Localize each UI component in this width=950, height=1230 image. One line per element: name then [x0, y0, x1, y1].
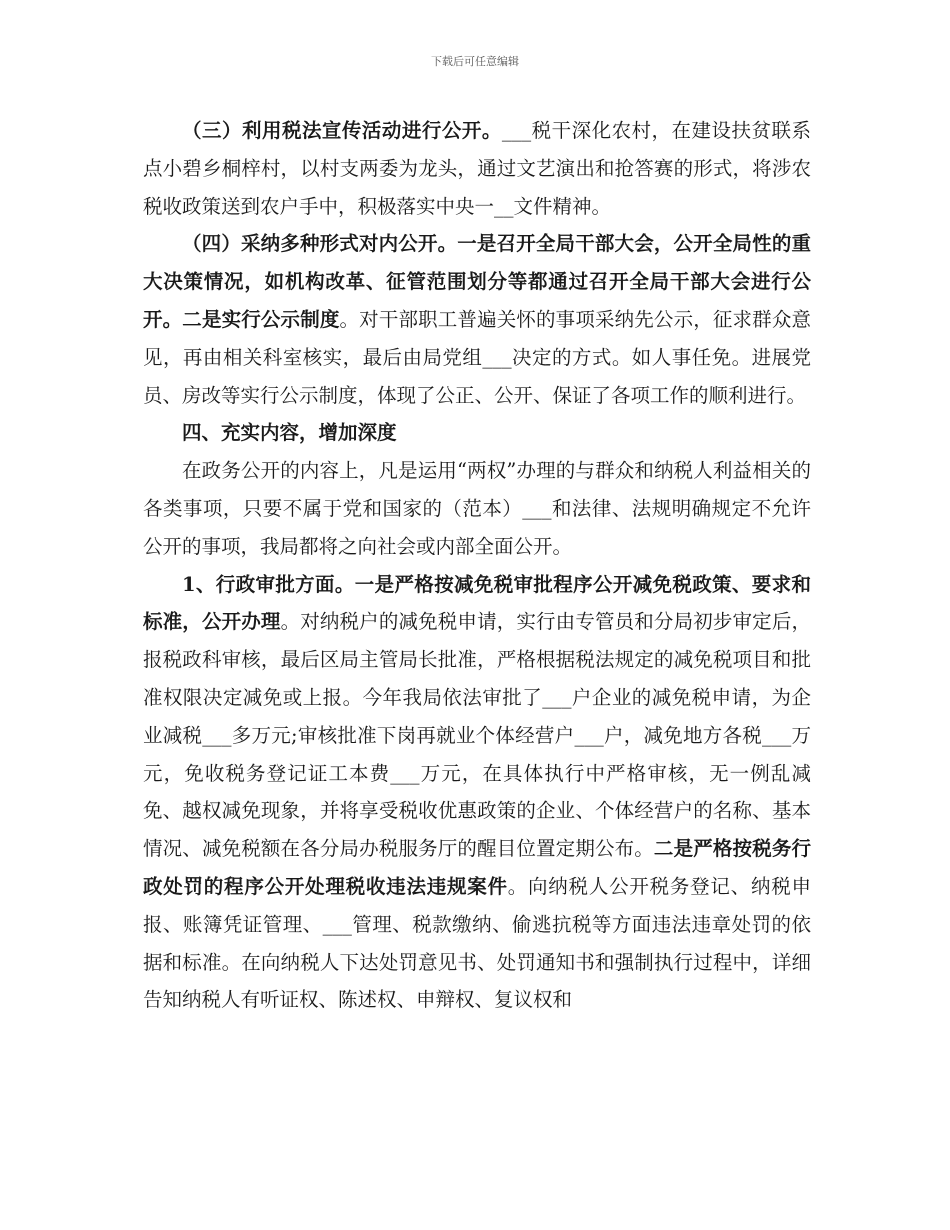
bold-text-segment: 二是严格按税务行政处罚的程序公开处理税收违法违规案件 [143, 837, 811, 898]
text-segment: 。向纳税人公开税务登记、纳税申报、账簿凭证管理、___管理、税款缴纳、偷逃抗税等方面违法违章处罚的依据和标准。在向纳税人下达处罚意见书、处罚通知书和强制执行过程中，详细告知纳税人有听证权、陈述权、申辩权、复议权和 [143, 874, 811, 1012]
bold-text-segment: （四）采纳多种形式对内公开。一是召开全局干部大会，公开全局性的重大决策情况，如机构改革、征管范围划分等都通过召开全局干部大会进行公开。二是实行公示制度 [143, 232, 811, 331]
bold-text-segment: 四、充实内容，增加深度 [182, 421, 397, 445]
bold-text-segment: （三）利用税法宣传活动进行公开。 [182, 119, 502, 142]
paragraph-scope [143, 452, 811, 565]
text-segment: ___税干深化农村，在建设扶贫联系点小碧乡桐梓村，以村支两委为龙头，通过文艺演出和抢答赛的形式，将涉农税收政策送到农户手中，积极落实中央一__文件精神。 [143, 119, 811, 218]
paragraph-publicity [143, 112, 811, 225]
document-body [143, 112, 811, 1019]
paragraph-internal [143, 225, 811, 414]
text-segment: 。对干部职工普遍关怀的事项采纳先公示，征求群众意见，再由相关科室核实，最后由局党组___决定的方式。如人事任免。进展党员、房改等实行公示制度，体现了公正、公开、保证了各项工作的顺利进行。 [143, 307, 811, 407]
text-segment: 在政务公开的内容上，凡是运用“两权”办理的与群众和纳税人利益相关的各类事项，只要不属于党和国家的（范本）___和法律、法规明确规定不允许公开的事项，我局都将之向社会或内部全面公开。 [143, 459, 811, 558]
page-header: 下载后可任意编辑 [431, 55, 519, 68]
paragraph-admin-approval [143, 566, 811, 1020]
section-heading-4 [143, 414, 811, 452]
bold-text-segment: 1、行政审批方面。一是严格按减免税审批程序公开减免税政策、要求和标准，公开办理 [143, 572, 811, 634]
text-segment: 。对纳税户的减免税申请，实行由专管员和分局初步审定后，报税政科审核，最后区局主管局长批准，严格根据税法规定的减免税项目和批准权限决定减免或上报。今年我局依法审批了___户企业的减免税申请，为企业减税___多万元;审核批准下岗再就业个体经营户___户，减免地方各税___万元，免收税务登记证工本费___万元，在具体执行中严格审核，无一例乱减免、越权减免现象，并将享受税收优惠政策的企业、个体经营户的名称、基本情况、减免税额在各分局办税服务厅的醒目位置定期公布。 [143, 610, 811, 861]
